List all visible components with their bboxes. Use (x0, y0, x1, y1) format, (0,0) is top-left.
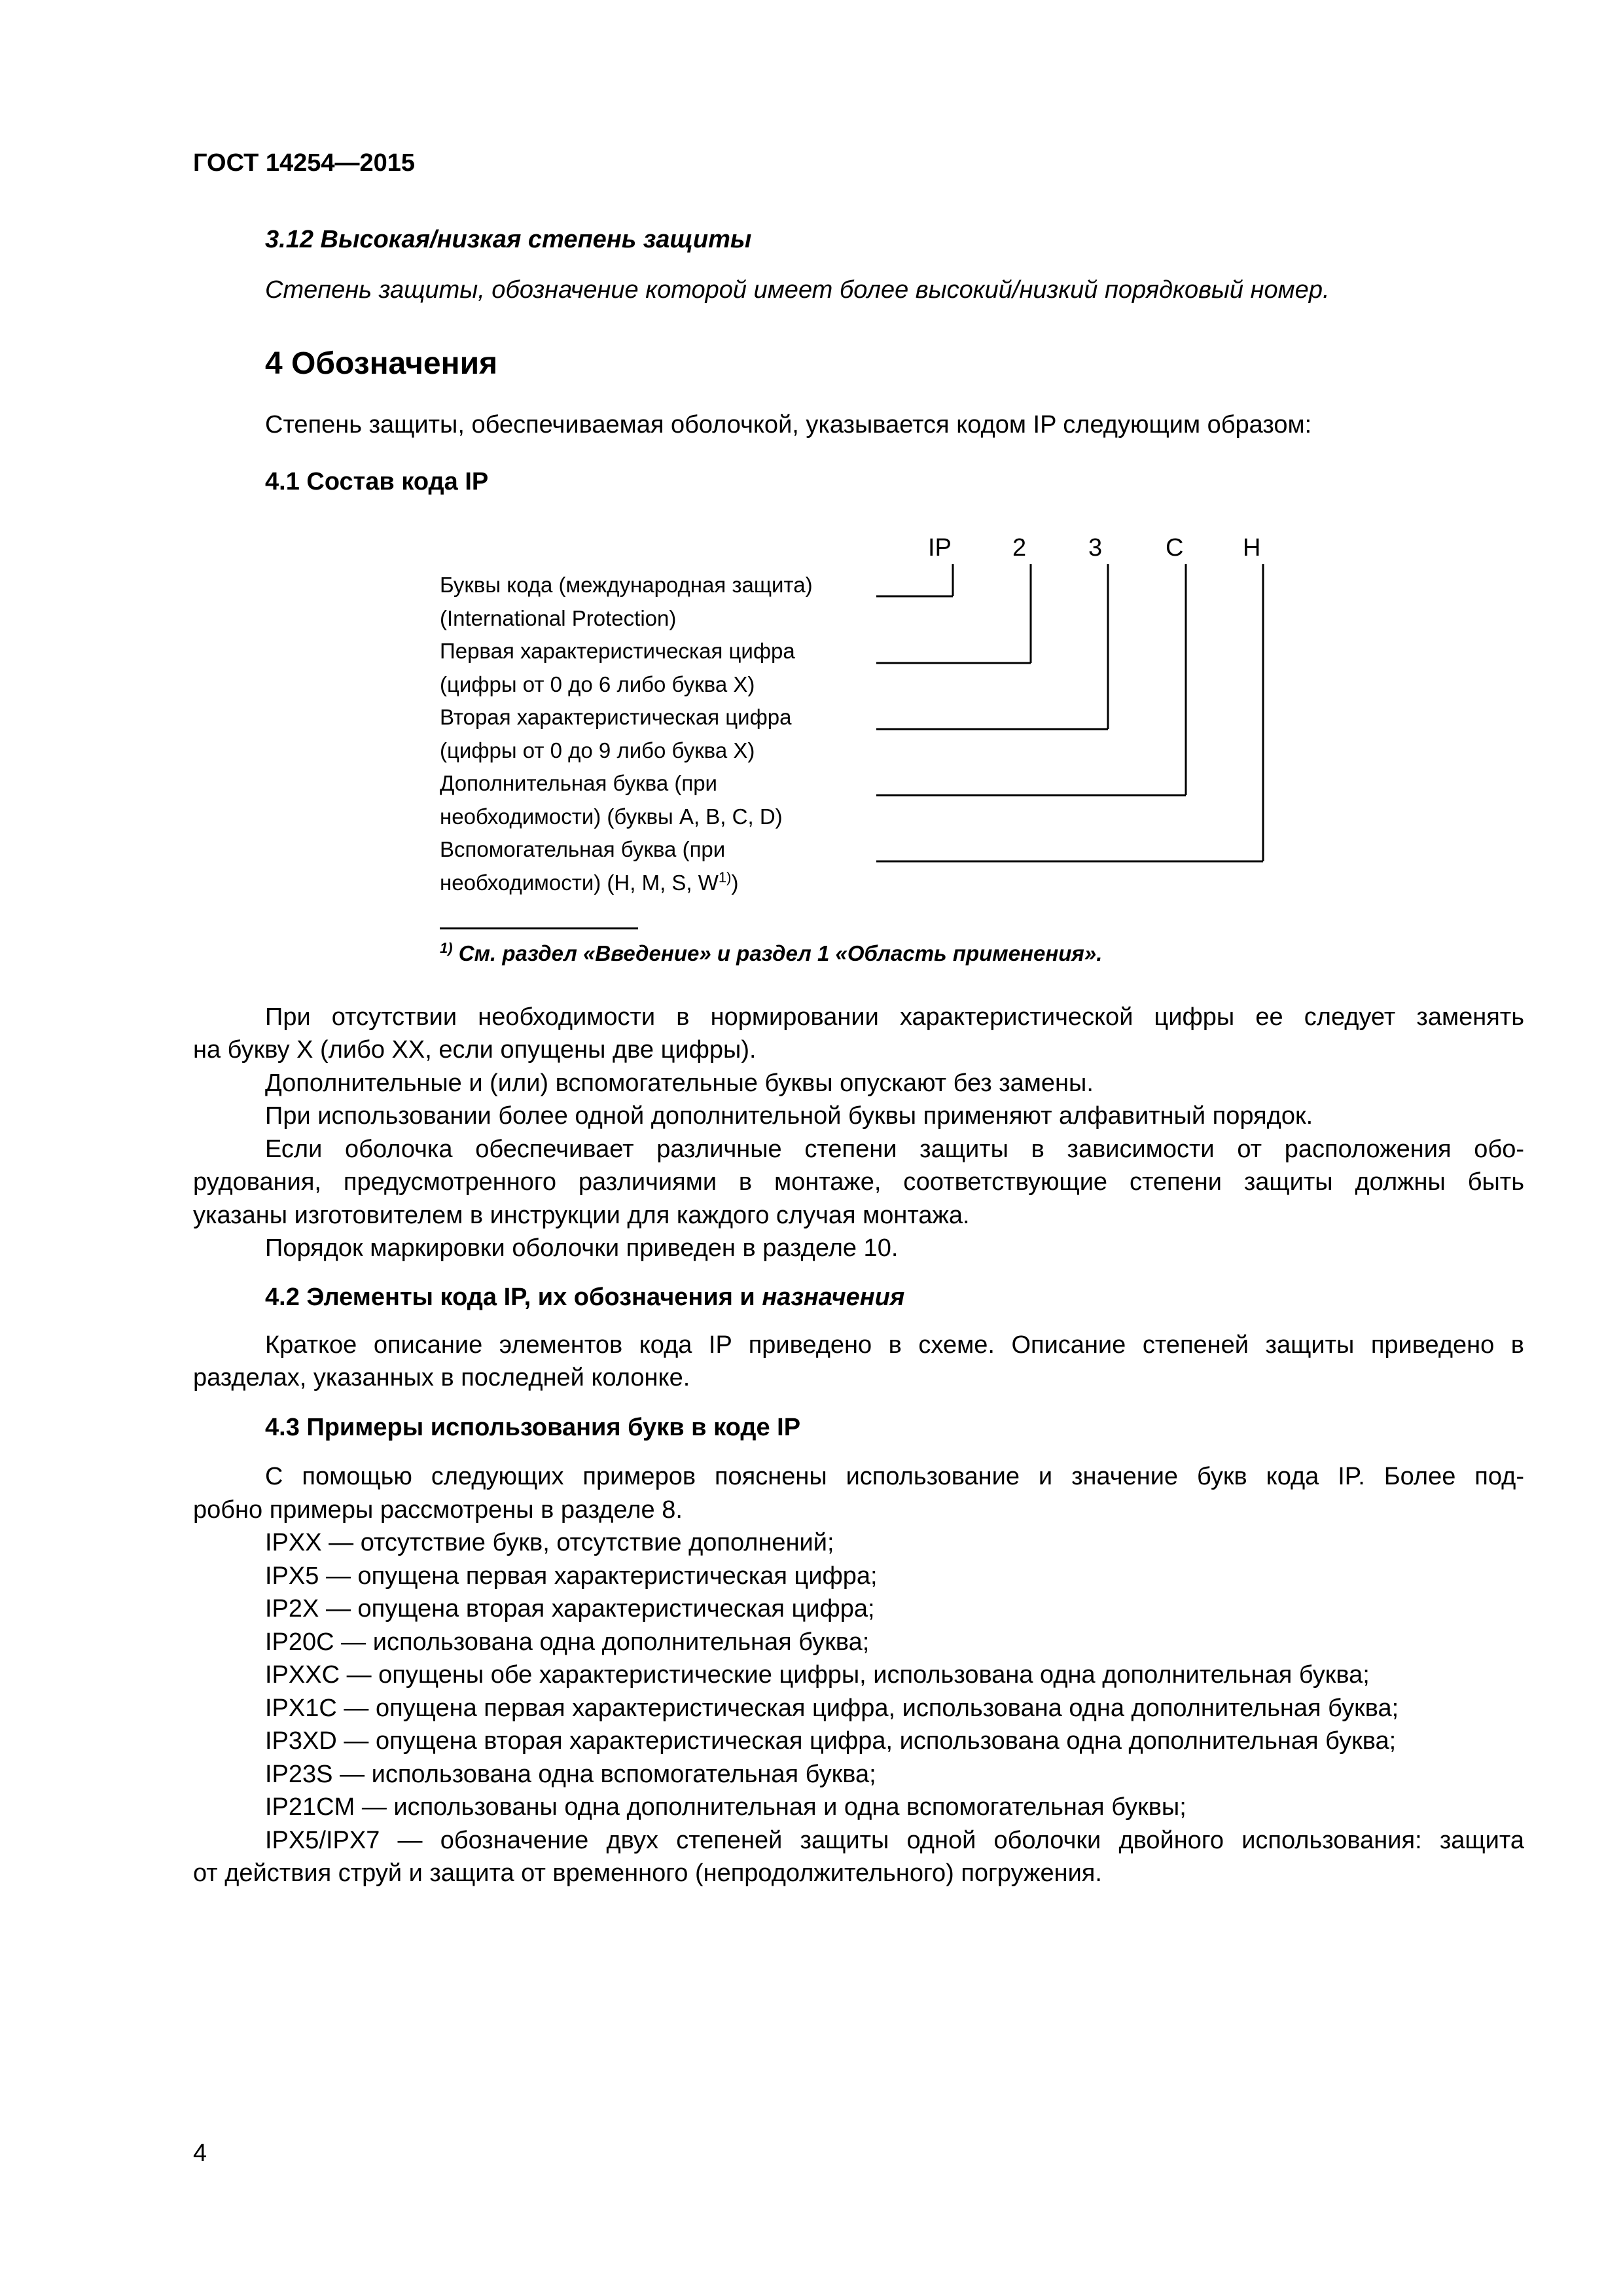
paragraph-line: робно примеры рассмотрены в разделе 8. (193, 1496, 683, 1524)
footnote: $^{1)}$ См. раздел «Введение» и раздел 1 «Область применения». (440, 940, 1103, 965)
example-line: IPX1C — опущена первая характеристическая цифра, использована одна дополнительная буква; (265, 1695, 1399, 1722)
footnote-reference: 1) (718, 869, 732, 886)
diagram-label: (цифры от 0 до 9 либо буква X) (440, 738, 755, 762)
example-line: IP23S — использована одна вспомогательная буква; (265, 1761, 876, 1788)
example-line: IP20C — использована одна дополнительная буква; (265, 1628, 870, 1656)
section-4-intro: Степень защиты, обеспечиваемая оболочкой, указывается кодом IP следующим образом: (265, 411, 1312, 439)
paragraph-line: Если оболочка обеспечивает различные степени защиты в зависимости от расположения обо- (265, 1136, 1524, 1163)
footnote-separator (440, 927, 638, 929)
page-number: 4 (193, 2140, 207, 2167)
code-diagram-lines (0, 0, 1623, 916)
section-4-2-title: 4.2 Элементы кода IP, их обозначения и назначения (265, 1283, 905, 1311)
section-4-title: 4 Обозначения (265, 346, 498, 381)
example-line: IPX5/IPX7 — обозначение двух степеней защиты одной оболочки двойного использования: защита (265, 1827, 1524, 1854)
section-3-12-title: 3.12 Высокая/низкая степень защиты (265, 226, 752, 253)
diagram-label: Первая характеристическая цифра (440, 639, 795, 663)
code-letter-ip: IP (928, 534, 952, 562)
code-digit-first: 2 (1012, 534, 1027, 562)
diagram-label: Вторая характеристическая цифра (440, 705, 792, 729)
code-letter-supplementary: H (1243, 534, 1261, 562)
paragraph-line: Порядок маркировки оболочки приведен в разделе 10. (265, 1234, 899, 1262)
example-line: IP2X — опущена вторая характеристическая цифра; (265, 1595, 875, 1623)
example-line: IPX5 — опущена первая характеристическая цифра; (265, 1562, 878, 1590)
paragraph-line: на букву X (либо XX, если опущены две цифры). (193, 1036, 757, 1064)
example-line: IP21CM — использованы одна дополнительная и одна вспомогательная буквы; (265, 1793, 1186, 1821)
paragraph-line: Краткое описание элементов кода IP приведено в схеме. Описание степеней защиты приведено в (265, 1331, 1524, 1359)
diagram-label: Вспомогательная буква (при (440, 837, 726, 861)
paragraph-line: разделах, указанных в последней колонке. (193, 1364, 690, 1391)
code-digit-second: 3 (1088, 534, 1103, 562)
diagram-label: Буквы кода (международная защита) (440, 573, 813, 597)
example-line: от действия струй и защита от временного (непродолжительного) погружения. (193, 1859, 1102, 1887)
diagram-label: (цифры от 0 до 6 либо буква X) (440, 672, 755, 696)
paragraph-line: При использовании более одной дополнительной буквы применяют алфавитный порядок. (265, 1102, 1313, 1130)
diagram-label: необходимости) (H, M, S, $W^{1)}$) (440, 869, 739, 895)
paragraph-line: указаны изготовителем в инструкции для каждого случая монтажа. (193, 1202, 970, 1229)
example-line: IPXX — отсутствие букв, отсутствие дополнений; (265, 1529, 834, 1556)
paragraph-line: Дополнительные и (или) вспомогательные буквы опускают без замены. (265, 1069, 1094, 1097)
example-line: IPXXC — опущены обе характеристические цифры, использована одна дополнительная буква; (265, 1661, 1370, 1689)
footnote-mark: 1) (440, 940, 453, 956)
diagram-label: необходимости) (буквы A, B, C, D) (440, 804, 783, 829)
paragraph-line: При отсутствии необходимости в нормировании характеристической цифры ее следует заменять (265, 1003, 1524, 1031)
paragraph-line: С помощью следующих примеров пояснены использование и значение букв кода IP. Более под- (265, 1463, 1524, 1490)
code-letter-additional: C (1166, 534, 1184, 562)
example-line: IP3XD — опущена вторая характеристическая цифра, использована одна дополнительная буква; (265, 1727, 1397, 1755)
document-header: ГОСТ 14254—2015 (193, 149, 416, 177)
paragraph-line: рудования, предусмотренного различиями в монтаже, соответствующие степени защиты должны быть (193, 1168, 1524, 1196)
diagram-label: (International Protection) (440, 606, 677, 630)
section-4-3-title: 4.3 Примеры использования букв в коде IP (265, 1414, 801, 1441)
section-3-12-text: Степень защиты, обозначение которой имеет более высокий/низкий порядковый номер. (265, 276, 1330, 304)
diagram-label: Дополнительная буква (при (440, 771, 717, 795)
section-4-1-title: 4.1 Состав кода IP (265, 468, 489, 495)
